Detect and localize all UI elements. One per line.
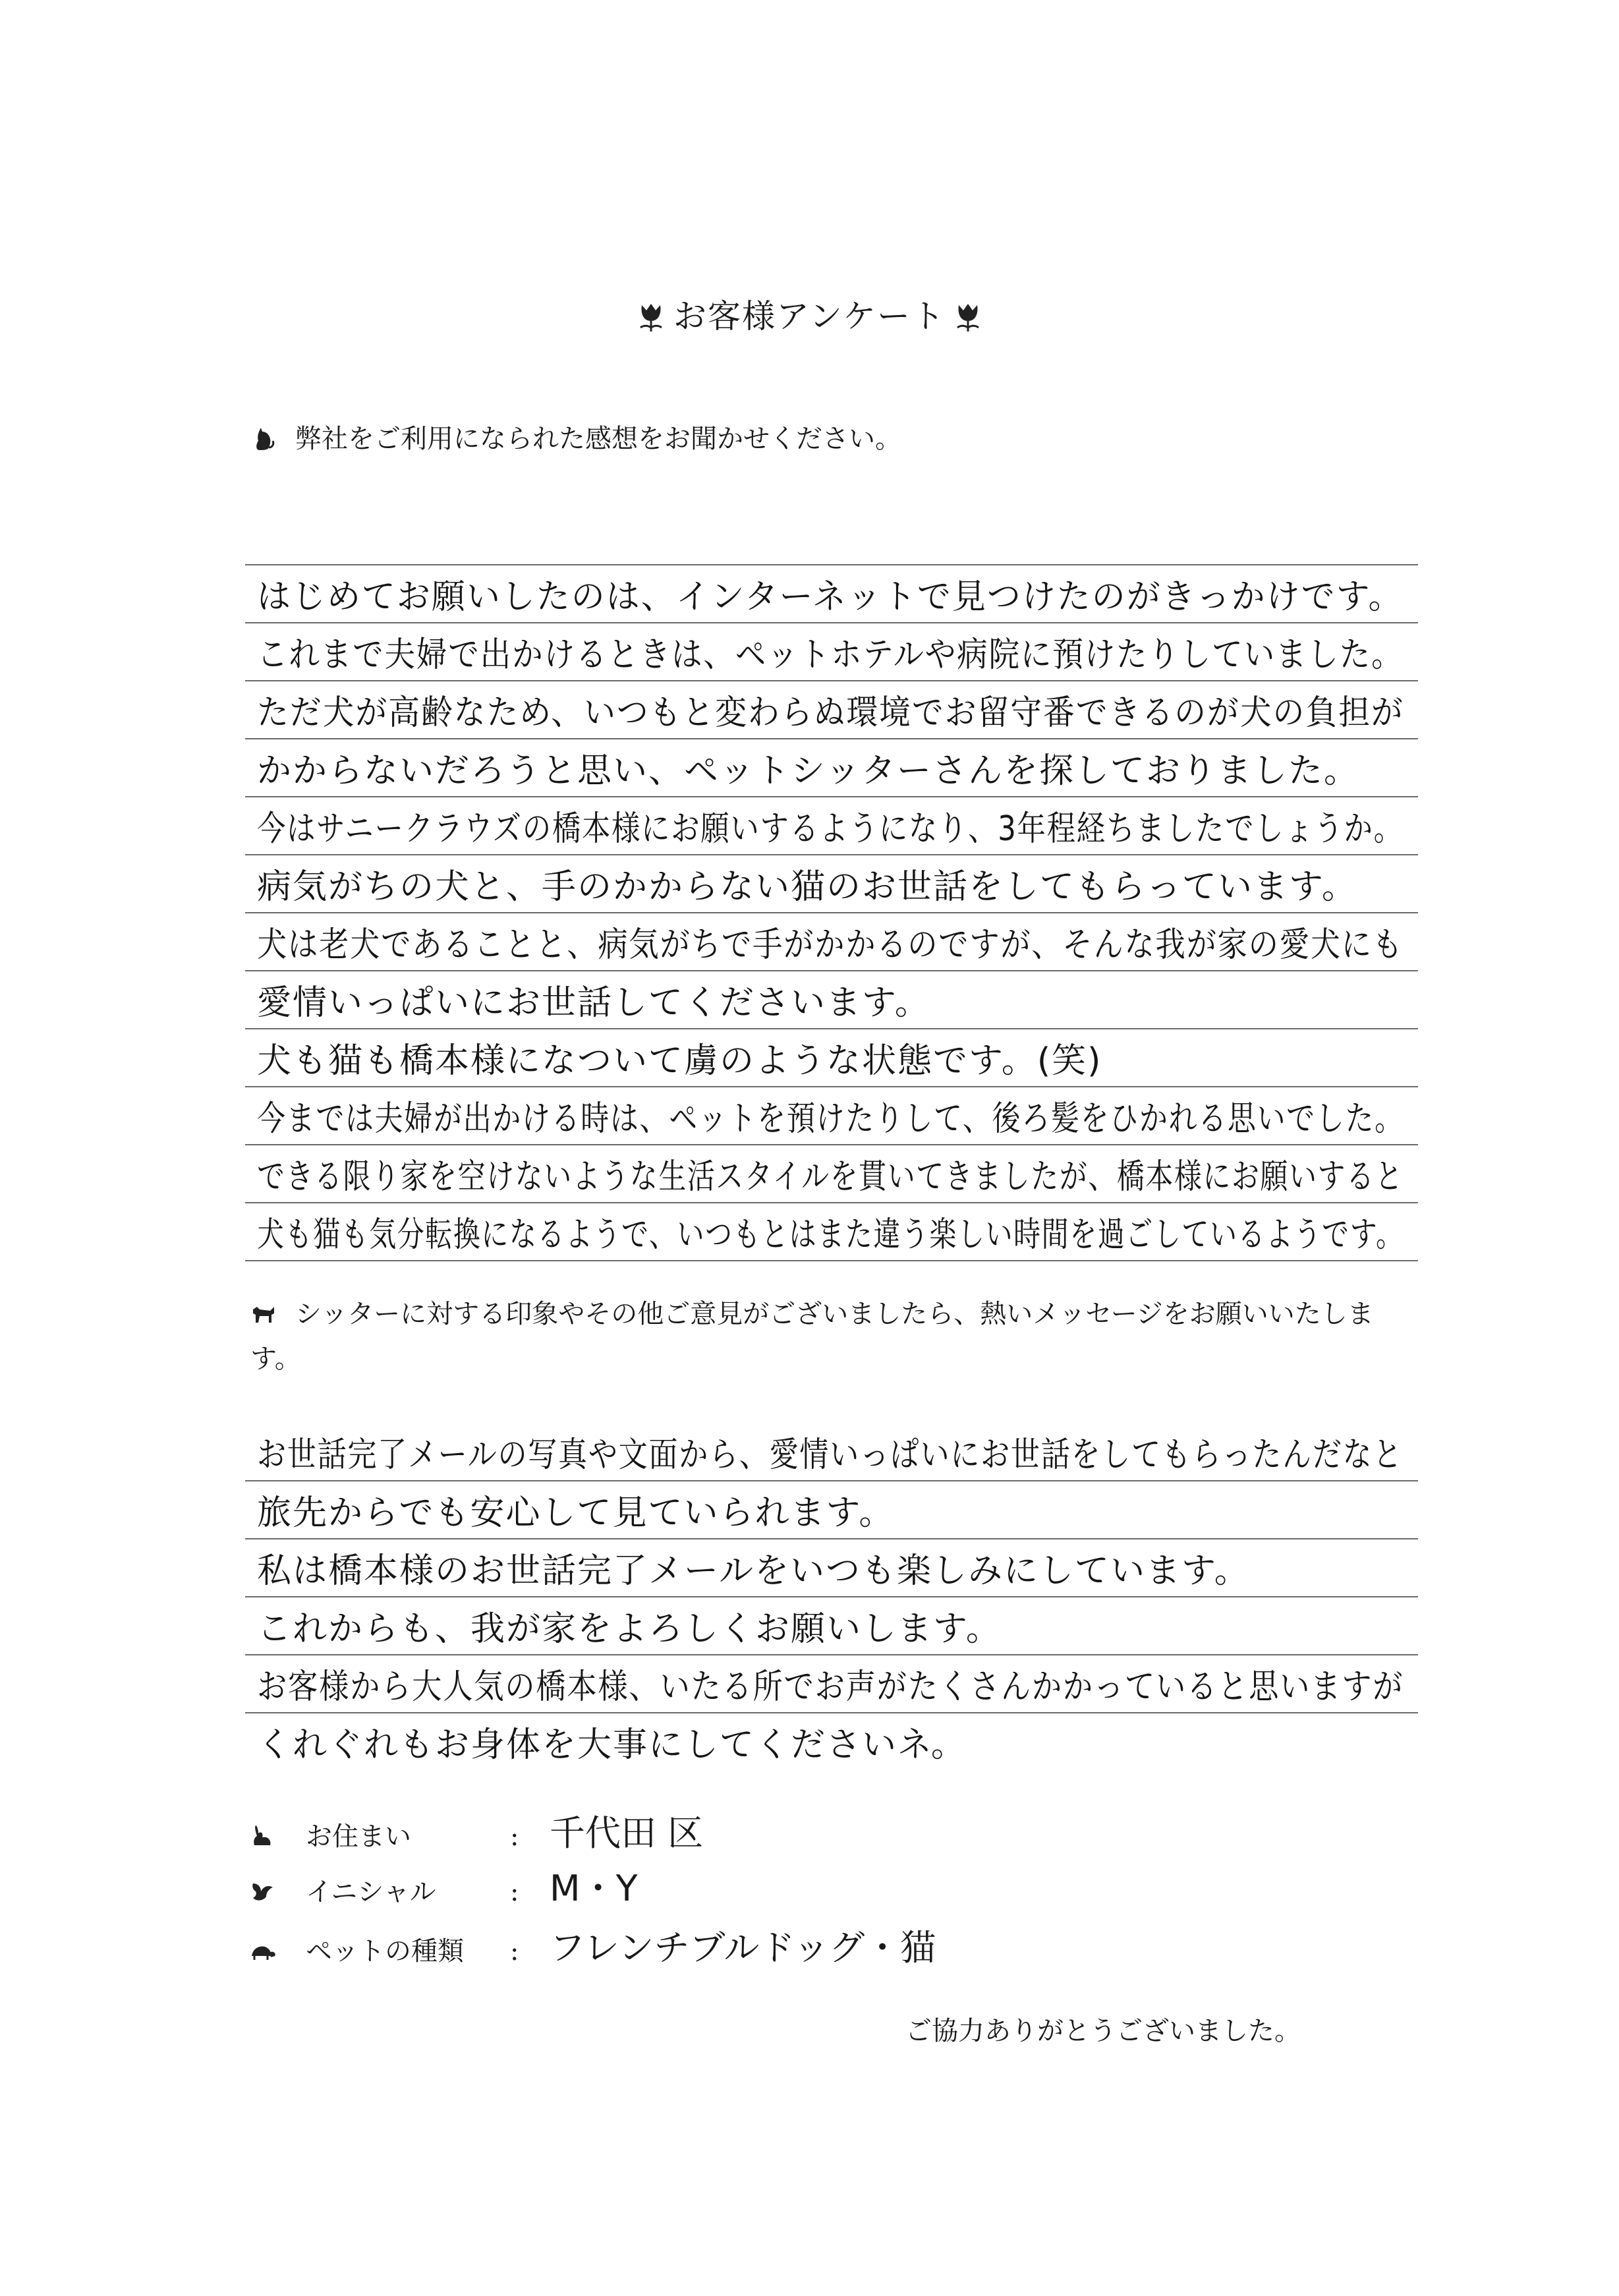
answer-line	[245, 1423, 1418, 1481]
answer-line	[245, 1597, 1418, 1655]
answer-text: くれぐれもお身体を大事にしてくださいネ。	[257, 1725, 967, 1765]
answer-text: はじめてお願いしたのは、インターネットで見つけたのがきっかけです。	[257, 577, 1404, 617]
answer-line	[245, 797, 1418, 855]
answer-text: 犬も猫も橋本様になついて虜のような状態です。(笑)	[257, 1041, 1102, 1081]
answer-line	[245, 739, 1418, 797]
field-label: ペットの種類	[306, 1936, 464, 1966]
field-colon: :	[510, 1822, 519, 1852]
answer-text: 今はサニークラウズの橋本様にお願いするようになり、3年程経ちましたでしょうか。	[257, 809, 1404, 849]
cat-icon	[250, 425, 277, 451]
answer-line	[245, 1539, 1418, 1597]
answer-text: 愛情いっぱいにお世話してくださいます。	[257, 983, 930, 1023]
question-2-text: シッターに対する印象やその他ご意見がございましたら、熱いメッセージをお願いいたします。	[250, 1299, 1374, 1374]
answer-2-ruled-area	[245, 1423, 1418, 1771]
question-1-text: 弊社をご利用になられた感想をお聞かせください。	[295, 424, 901, 454]
answer-line	[245, 1203, 1418, 1261]
answer-text: 今までは夫婦が出かける時は、ペットを預けたりして、後ろ髪をひかれる思いでした。	[257, 1099, 1404, 1139]
ruled-line	[245, 507, 1418, 565]
tulip-icon	[953, 301, 982, 333]
answer-line	[245, 855, 1418, 913]
field-residence	[249, 1807, 703, 1860]
answer-1-ruled-area	[245, 507, 1418, 1261]
answer-line	[245, 1655, 1418, 1713]
field-initials	[249, 1862, 638, 1915]
answer-text: これまで夫婦で出かけるときは、ペットホテルや病院に預けたりしていました。	[257, 635, 1404, 675]
answer-text: できる限り家を空けないような生活スタイルを貫いてきましたが、橋本様にお願いすると	[257, 1157, 1404, 1197]
tulip-icon	[637, 301, 666, 333]
answer-line	[245, 913, 1418, 971]
answer-line	[245, 565, 1418, 623]
field-label: お住まい	[306, 1822, 411, 1852]
answer-text: ただ犬が高齢なため、いつもと変わらぬ環境でお留守番できるのが犬の負担が	[257, 693, 1404, 733]
answer-text: お世話完了メールの写真や文面から、愛情いっぱいにお世話をしてもらったんだなと	[257, 1435, 1404, 1475]
answer-text: 病気がちの犬と、手のかからない猫のお世話をしてもらっています。	[257, 867, 1357, 907]
rabbit-icon	[249, 1823, 275, 1849]
answer-line	[245, 623, 1418, 681]
survey-title-row	[0, 290, 1619, 337]
field-value: フレンチブルドッグ・猫	[550, 1927, 936, 1968]
field-value: M・Y	[550, 1868, 638, 1909]
question-1	[250, 416, 901, 461]
answer-text: お客様から大人気の橋本様、いたる所でお声がたくさんかかっていると思いますが	[257, 1667, 1404, 1707]
thanks-message: ご協力ありがとうございました。	[905, 2016, 1301, 2046]
answer-text: これからも、我が家をよろしくお願いします。	[257, 1609, 1002, 1649]
answer-line	[245, 971, 1418, 1029]
answer-line	[245, 681, 1418, 739]
answer-text: 犬も猫も気分転換になるようで、いつもとはまた違う楽しい時間を過ごしているようです。	[257, 1215, 1404, 1255]
survey-title: お客様アンケート	[673, 297, 946, 335]
answer-text: 私は橋本様のお世話完了メールをいつも楽しみにしています。	[257, 1551, 1250, 1591]
answer-text: 犬は老犬であることと、病気がちで手がかかるのですが、そんな我が家の愛犬にも	[257, 925, 1404, 965]
answer-line	[245, 1713, 1418, 1771]
answer-text: かからないだろうと思い、ペットシッターさんを探しておりました。	[257, 751, 1359, 791]
question-2	[250, 1292, 1423, 1381]
field-value: 千代田 区	[550, 1812, 704, 1854]
answer-line	[245, 1029, 1418, 1087]
turtle-icon	[249, 1937, 275, 1964]
field-label: イニシャル	[306, 1877, 436, 1907]
field-colon: :	[510, 1877, 519, 1907]
field-colon: :	[510, 1936, 519, 1966]
answer-text: 旅先からでも安心して見ていられます。	[257, 1493, 895, 1533]
answer-line	[245, 1481, 1418, 1539]
bird-icon	[249, 1878, 275, 1905]
dog-icon	[250, 1300, 277, 1327]
field-pet-type	[249, 1922, 936, 1974]
answer-line	[245, 1087, 1418, 1145]
answer-line	[245, 1145, 1418, 1203]
